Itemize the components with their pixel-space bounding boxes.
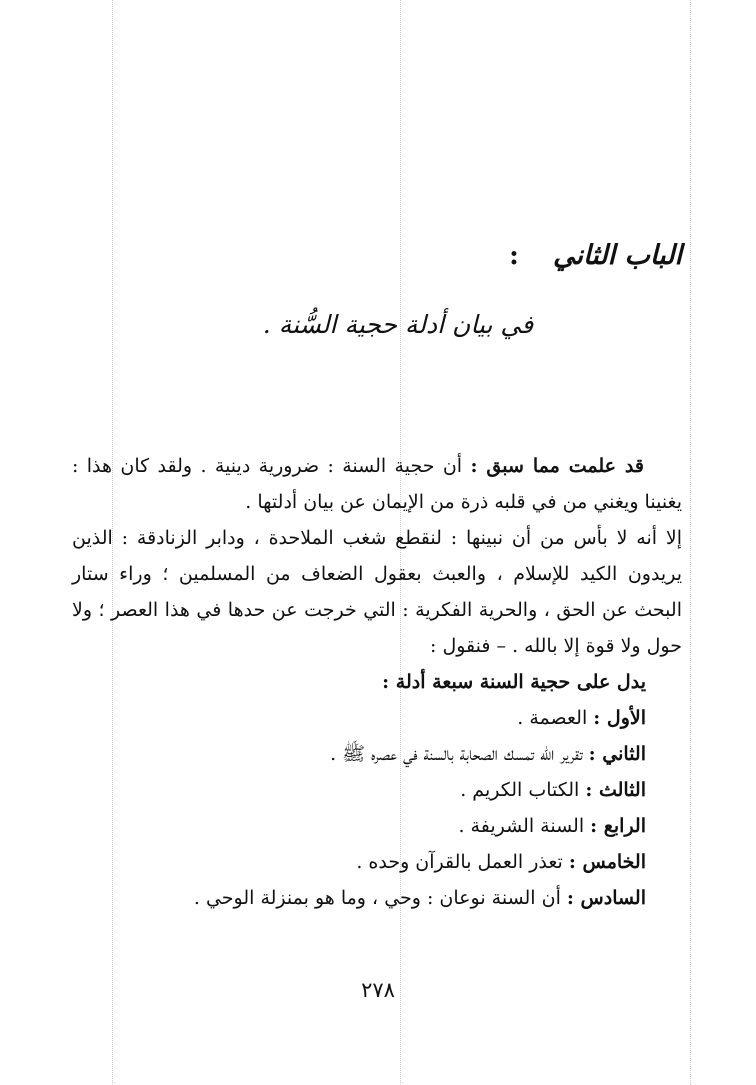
list-item-label: الثاني : — [588, 743, 646, 765]
paragraph-2 — [72, 520, 682, 664]
paragraph-1 — [72, 448, 682, 520]
paragraph-text: إلا أنه لا بأس من أن نبينها : لنقطع شغب الملاحدة ، ودابر الزنادقة : الذين يريدون الكيد للإسلام ، والعبث بعقول الضعاف من المسلمين ؛ وراء ستار البحث عن الحق ، والحرية الفكرية : التي خرجت عن حدها في هذا العصر ؛ ولا حول ولا قوة إلا بالله . – فنقول : — [72, 527, 682, 657]
list-item-label: الرابع : — [590, 815, 646, 837]
list-item-text: تعذر العمل بالقرآن وحده . — [356, 851, 569, 873]
list-item-label: الثالث : — [585, 779, 646, 801]
chapter-title-text: الباب الثاني — [552, 240, 682, 271]
list-item — [72, 844, 682, 880]
evidence-list — [72, 664, 682, 916]
chapter-subtitle: في بيان أدلة حجية السُّنة . — [262, 310, 534, 339]
paragraph-lead: قد علمت مما سبق : — [470, 455, 644, 477]
list-item-label: السادس : — [566, 887, 646, 909]
list-item-text: السنة الشريفة . — [458, 815, 591, 837]
body-text — [72, 448, 682, 916]
list-item — [72, 736, 682, 772]
chapter-title-colon: : — [508, 240, 519, 271]
list-item-text: تقرير الله تمسك الصحابة بالسنة في عصره ﷺ . — [330, 743, 589, 765]
page-number: ٢٧٨ — [361, 978, 395, 1002]
list-item-text: أن السنة نوعان : وحي ، وما هو بمنزلة الوحي . — [193, 887, 567, 909]
evidence-intro: يدل على حجية السنة سبعة أدلة : — [382, 671, 646, 693]
list-item-label: الخامس : — [568, 851, 646, 873]
scan-guide-line — [690, 0, 691, 1085]
list-item-label: الأول : — [593, 707, 646, 729]
list-item — [72, 772, 682, 808]
list-item-text: الكتاب الكريم . — [460, 779, 586, 801]
chapter-title — [509, 236, 682, 276]
list-item — [72, 880, 682, 916]
paragraph-text: أن حجية السنة : ضرورية دينية . ولقد كان هذا : يغنينا ويغني من في قلبه ذرة من الإيمان عن بيان أدلتها . — [72, 455, 682, 513]
list-item — [72, 700, 682, 736]
list-item — [72, 808, 682, 844]
list-item-text: العصمة . — [517, 707, 594, 729]
